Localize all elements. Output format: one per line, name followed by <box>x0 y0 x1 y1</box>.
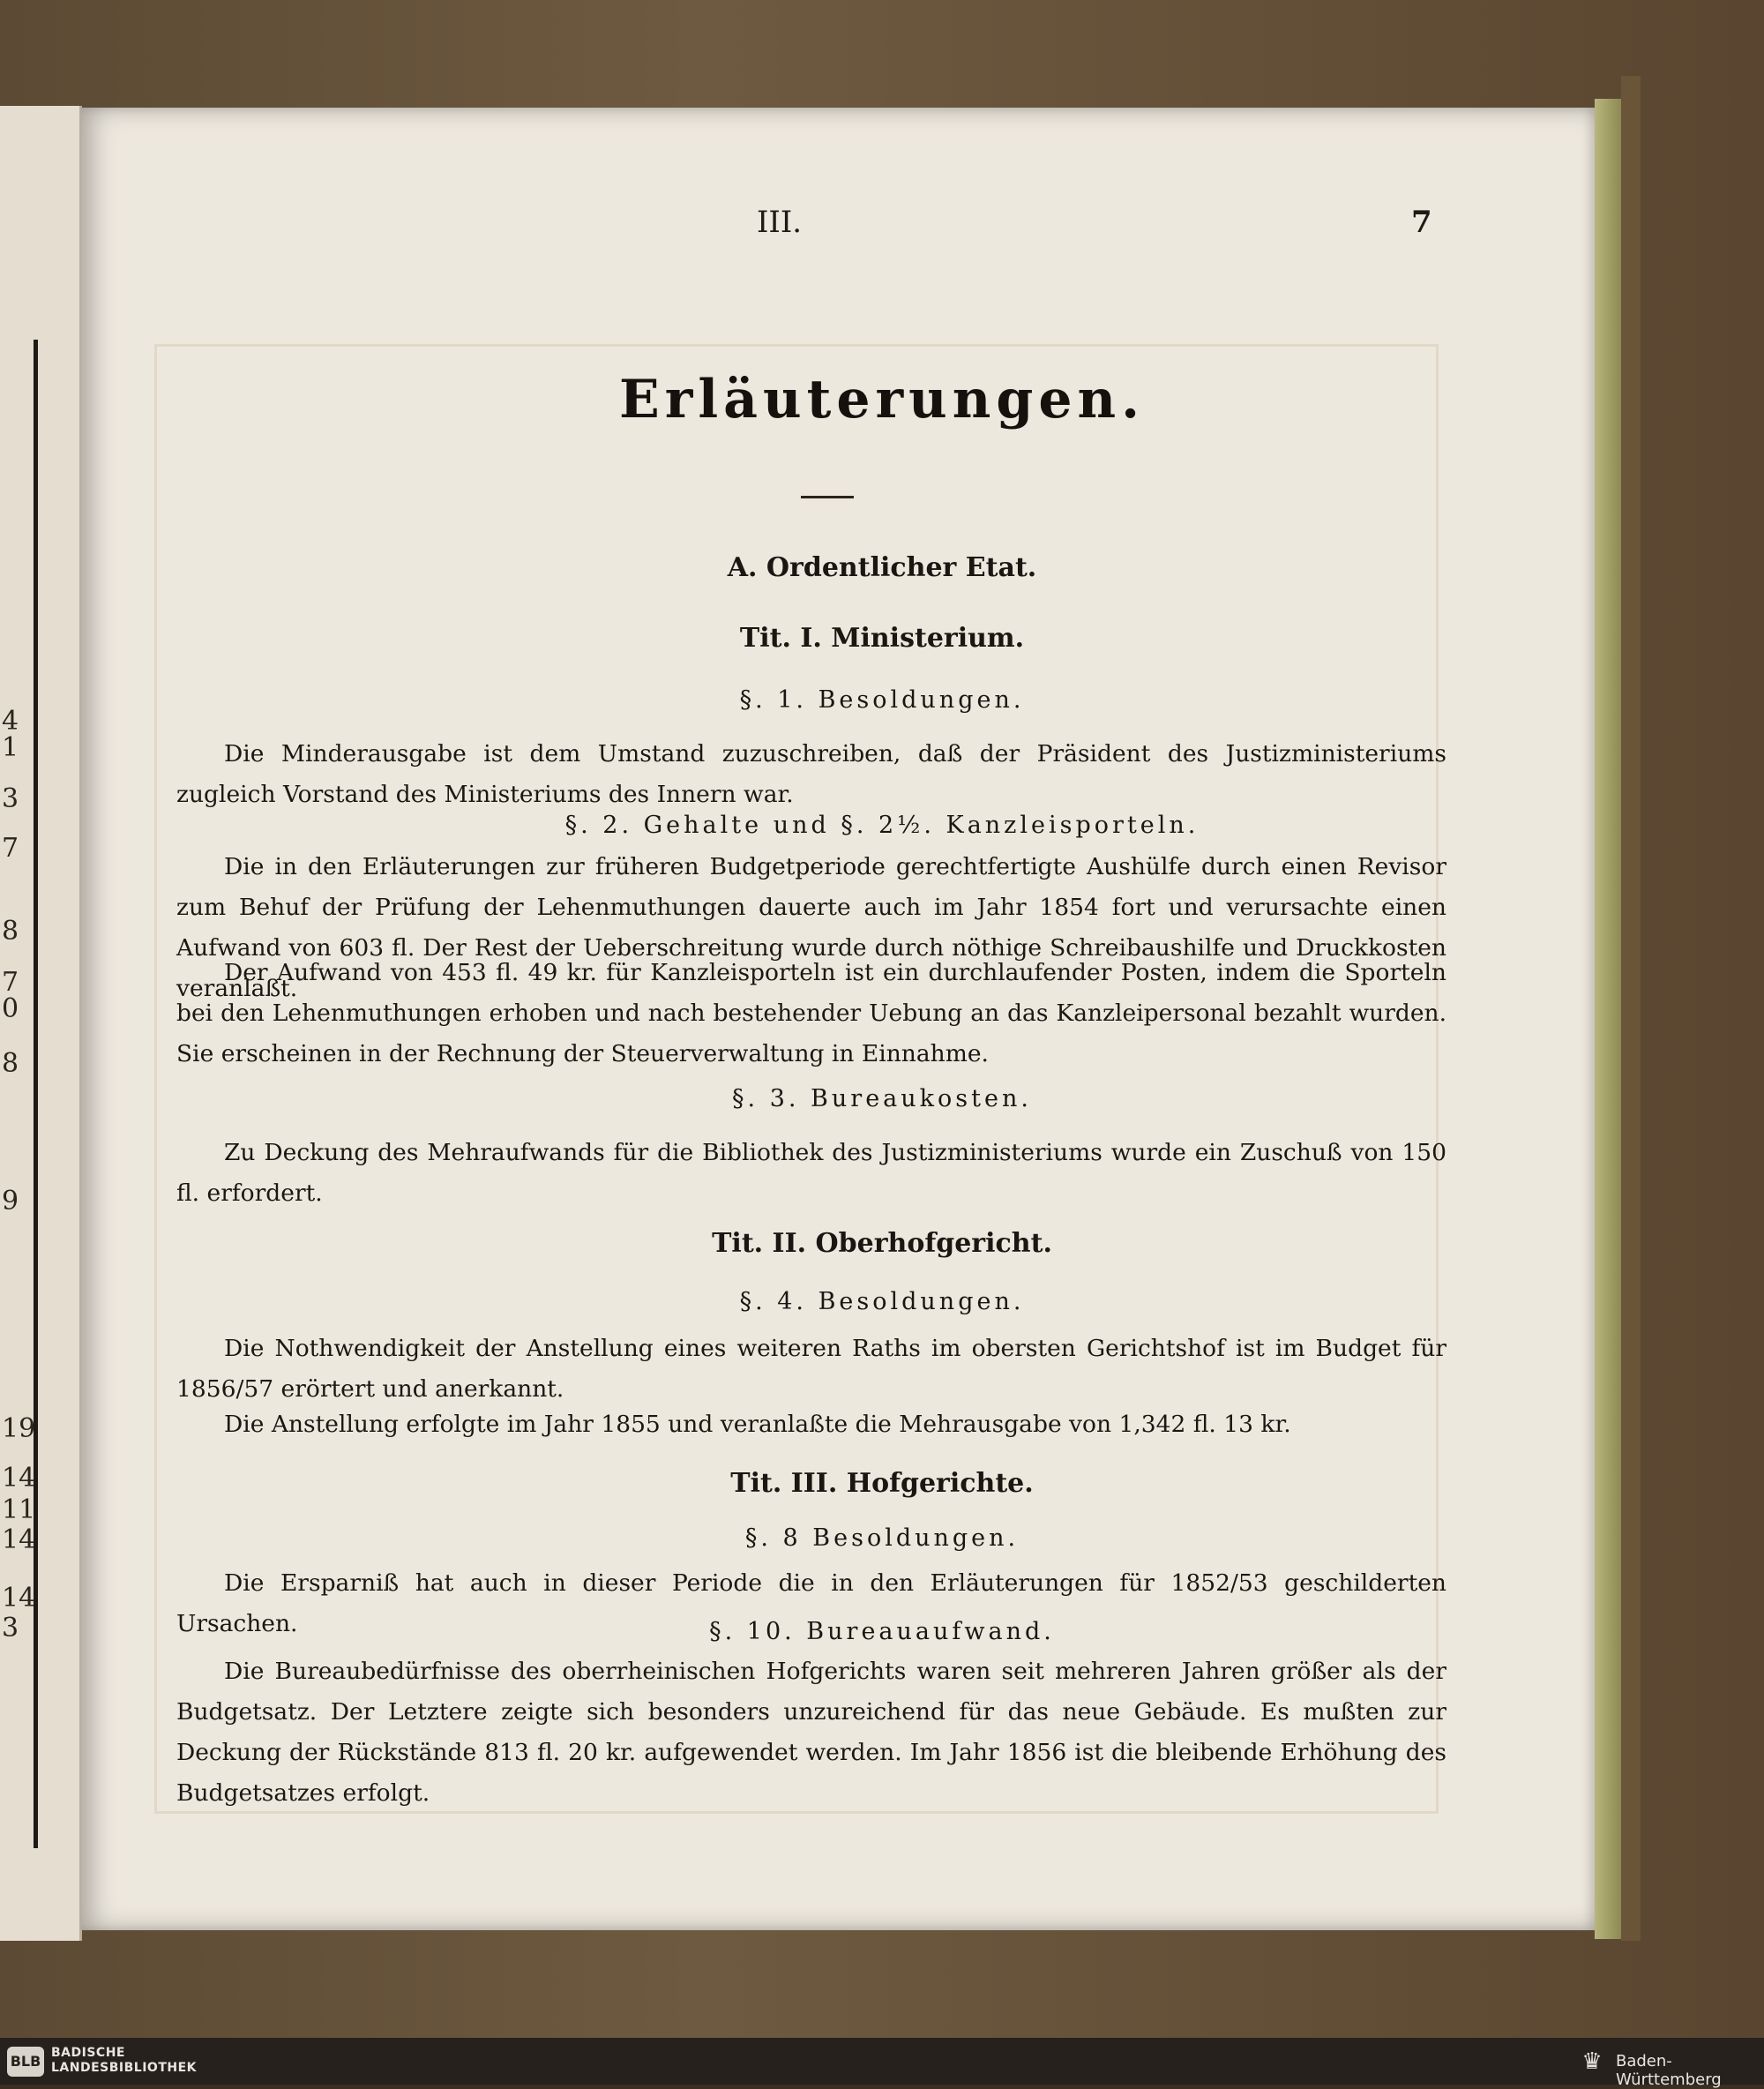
page-title: Erläuterungen. <box>618 369 1146 431</box>
section-10-heading: §. 10. Bureauaufwand. <box>709 1618 1055 1645</box>
left-margin-number: 7 <box>2 833 19 864</box>
left-margin-number: 14 <box>2 1524 36 1555</box>
state-label[interactable]: Baden-Württemberg <box>1616 2052 1722 2089</box>
section-10-paragraph: Die Bureaubedürfnisse des oberrheinischen Hofgerichts waren seit mehreren Jahren größer als der Budgetsatz. Der Letztere zeigte sich besonders unzureichend für das neue Gebäude. Es mußten zur Deckung der Rückstände 813 fl. 20 kr. aufgewendet werden. Im Jahr 1856 ist die bleibende Erhöhung des Budgetsatzes erfolgt. <box>176 1658 1446 1807</box>
section-4-heading: §. 4. Besoldungen. <box>739 1288 1025 1315</box>
title-oberhofgericht: Tit. II. Oberhofgericht. <box>712 1228 1052 1259</box>
left-margin-number: 19 <box>2 1413 36 1444</box>
blb-logo[interactable]: BLB <box>7 2047 44 2077</box>
section-8-heading: §. 8 Besoldungen. <box>744 1524 1020 1552</box>
title-hofgerichte: Tit. III. Hofgerichte. <box>730 1468 1034 1499</box>
etat-heading: A. Ordentlicher Etat. <box>727 552 1037 583</box>
left-margin-number: 14 <box>2 1463 36 1494</box>
section-2-heading: §. 2. Gehalte und §. 2½. Kanzleisporteln. <box>564 812 1200 839</box>
title-divider <box>801 496 854 498</box>
page-number: 7 <box>1411 205 1432 240</box>
section-3-heading: §. 3. Bureaukosten. <box>732 1085 1032 1112</box>
section-1-heading: §. 1. Besoldungen. <box>739 686 1025 714</box>
left-margin-number: 0 <box>2 993 19 1024</box>
section-8-paragraph: Die Ersparniß hat auch in dieser Periode die in den Erläuterungen für 1852/53 geschilderten Ursachen. <box>176 1569 1446 1637</box>
left-margin-number: 14 <box>2 1583 36 1614</box>
coat-of-arms-icon: ♛ <box>1581 2048 1603 2075</box>
left-margin-number: 3 <box>2 1613 19 1643</box>
section-1-paragraph: Die Minderausgabe ist dem Umstand zuzuschreiben, daß der Präsident des Justizministeriums zugleich Vorstand des Ministeriums des Innern war. <box>176 740 1446 808</box>
library-name[interactable] <box>51 2046 197 2076</box>
section-4-paragraph-2: Die Anstellung erfolgte im Jahr 1855 und veranlaßte die Mehrausgabe von 1,342 fl. 13 kr. <box>224 1411 1291 1438</box>
left-margin-number: 8 <box>2 916 19 947</box>
left-margin-number: 11 <box>2 1494 36 1525</box>
section-2-paragraph-1: Die in den Erläuterungen zur früheren Budgetperiode gerechtfertigte Aushülfe durch einen Revisor zum Behuf der Prüfung der Lehenmuthungen dauerte auch im Jahr 1854 fort und verursachte einen Aufwand von 603 fl. Der Rest der Ueberschreitung wurde durch nöthige Schreibaushilfe und Druckkosten veranlaßt. <box>176 853 1446 1002</box>
section-4-paragraph-1: Die Nothwendigkeit der Anstellung eines weiteren Raths im obersten Gerichtshof ist im Budget für 1856/57 erörtert und anerkannt. <box>176 1335 1446 1403</box>
library-name-line-1: BADISCHE <box>51 2046 125 2060</box>
section-3-paragraph: Zu Deckung des Mehraufwands für die Bibliothek des Justizministeriums wurde ein Zuschuß von 150 fl. erfordert. <box>176 1139 1446 1207</box>
left-margin-number: 4 <box>2 706 19 737</box>
section-2-paragraph-2: Der Aufwand von 453 fl. 49 kr. für Kanzleisporteln ist ein durchlaufender Posten, indem die Sporteln bei den Lehenmuthungen erhoben und nach bestehender Uebung an das Kanzleipersonal bezahlt wurden. Sie erscheinen in der Rechnung der Steuerverwaltung in Einnahme. <box>176 959 1446 1067</box>
left-margin-number: 7 <box>2 967 19 998</box>
left-margin-number: 1 <box>2 732 19 763</box>
library-name-line-2: LANDESBIBLIOTHEK <box>51 2061 198 2075</box>
left-margin-number: 9 <box>2 1186 19 1217</box>
section-roman-numeral: III. <box>757 205 803 240</box>
footer-bar <box>0 2038 1764 2089</box>
left-margin-number: 3 <box>2 783 19 814</box>
title-ministerium: Tit. I. Ministerium. <box>739 623 1025 654</box>
right-cover-edge <box>1621 76 1641 1941</box>
left-margin-number: 8 <box>2 1048 19 1079</box>
